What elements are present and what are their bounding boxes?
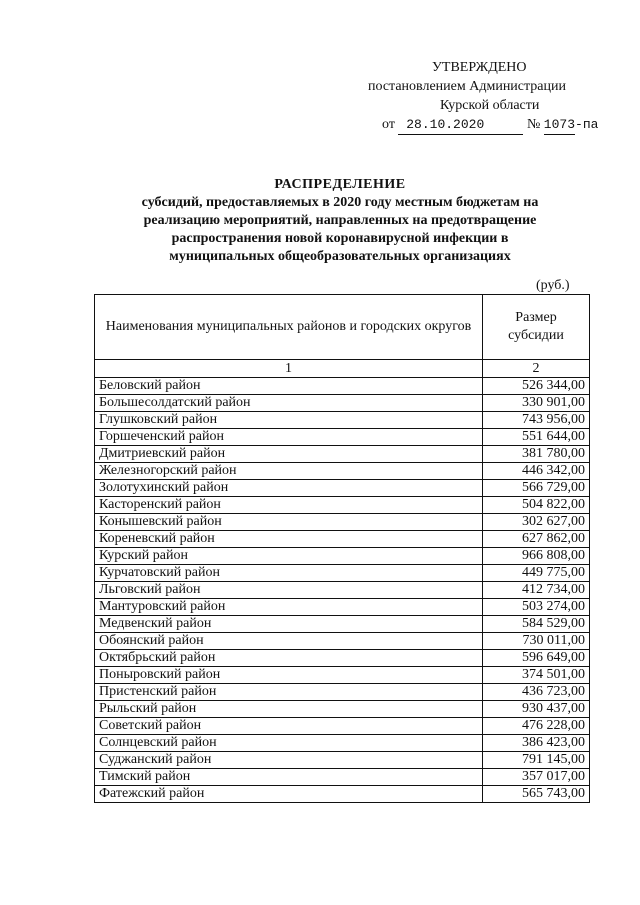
table-row <box>95 786 590 803</box>
subsidy-amount: 566 729,00 <box>483 480 590 497</box>
district-name: Мантуровский район <box>95 599 483 616</box>
subsidy-amount: 596 649,00 <box>483 650 590 667</box>
subsidy-amount: 330 901,00 <box>483 395 590 412</box>
subsidy-amount: 449 775,00 <box>483 565 590 582</box>
approval-stamp: УТВЕРЖДЕНО <box>432 60 527 75</box>
subsidy-amount: 526 344,00 <box>483 378 590 395</box>
document-title <box>90 176 590 266</box>
table-index-row <box>95 360 590 378</box>
table-row <box>95 616 590 633</box>
approval-number: 1073 <box>544 115 575 135</box>
col-header-name: Наименования муниципальных районов и городских округов <box>95 295 483 360</box>
district-name: Суджанский район <box>95 752 483 769</box>
district-name: Кореневский район <box>95 531 483 548</box>
number-prefix: № <box>526 117 541 132</box>
table-row <box>95 667 590 684</box>
subsidy-amount: 966 808,00 <box>483 548 590 565</box>
district-name: Дмитриевский район <box>95 446 483 463</box>
table-row <box>95 514 590 531</box>
district-name: Глушковский район <box>95 412 483 429</box>
table-header-row <box>95 295 590 360</box>
district-name: Советский район <box>95 718 483 735</box>
table-row <box>95 769 590 786</box>
district-name: Железногорский район <box>95 463 483 480</box>
table-row <box>95 633 590 650</box>
district-name: Горшеченский район <box>95 429 483 446</box>
table-row <box>95 497 590 514</box>
approval-date-number <box>360 115 610 135</box>
table-row <box>95 429 590 446</box>
approval-region: Курской области <box>440 98 540 113</box>
district-name: Поныровский район <box>95 667 483 684</box>
subsidy-table <box>94 294 590 803</box>
date-prefix: от <box>382 117 395 132</box>
district-name: Солнцевский район <box>95 735 483 752</box>
table-row <box>95 446 590 463</box>
district-name: Льговский район <box>95 582 483 599</box>
table-row <box>95 395 590 412</box>
subsidy-amount: 503 274,00 <box>483 599 590 616</box>
table-row <box>95 531 590 548</box>
subsidy-amount: 551 644,00 <box>483 429 590 446</box>
subsidy-amount: 446 342,00 <box>483 463 590 480</box>
title-line-1: субсидий, предоставляемых в 2020 году местным бюджетам на <box>141 195 539 210</box>
subsidy-amount: 412 734,00 <box>483 582 590 599</box>
subsidy-amount: 386 423,00 <box>483 735 590 752</box>
col-header-amount: Размер субсидии <box>483 295 590 360</box>
table-row <box>95 548 590 565</box>
table-row <box>95 718 590 735</box>
table-row <box>95 463 590 480</box>
subsidy-amount: 374 501,00 <box>483 667 590 684</box>
subsidy-amount: 743 956,00 <box>483 412 590 429</box>
approval-date-value: 28.10.2020 <box>406 117 485 132</box>
table-row <box>95 650 590 667</box>
subsidy-amount: 791 145,00 <box>483 752 590 769</box>
subsidy-amount: 381 780,00 <box>483 446 590 463</box>
district-name: Медвенский район <box>95 616 483 633</box>
table-row <box>95 701 590 718</box>
approval-date <box>398 115 523 135</box>
subsidy-amount: 476 228,00 <box>483 718 590 735</box>
subsidy-amount: 357 017,00 <box>483 769 590 786</box>
table-row <box>95 565 590 582</box>
table-row <box>95 480 590 497</box>
table-row <box>95 684 590 701</box>
subsidy-amount: 504 822,00 <box>483 497 590 514</box>
table-row <box>95 752 590 769</box>
district-name: Обоянский район <box>95 633 483 650</box>
title-line-4: муниципальных общеобразовательных организациях <box>169 249 511 264</box>
currency-unit: (руб.) <box>536 278 570 293</box>
table-row <box>95 582 590 599</box>
district-name: Большесолдатский район <box>95 395 483 412</box>
district-name: Касторенский район <box>95 497 483 514</box>
subsidy-amount: 730 011,00 <box>483 633 590 650</box>
table-row <box>95 735 590 752</box>
table-row <box>95 412 590 429</box>
district-name: Курчатовский район <box>95 565 483 582</box>
district-name: Тимский район <box>95 769 483 786</box>
district-name: Октябрьский район <box>95 650 483 667</box>
district-name: Золотухинский район <box>95 480 483 497</box>
district-name: Конышевский район <box>95 514 483 531</box>
district-name: Беловский район <box>95 378 483 395</box>
subsidy-amount: 302 627,00 <box>483 514 590 531</box>
district-name: Курский район <box>95 548 483 565</box>
col-index-2: 2 <box>483 360 590 378</box>
title-line-3: распространения новой коронавирусной инфекции в <box>171 231 509 246</box>
district-name: Фатежский район <box>95 786 483 803</box>
district-name: Рыльский район <box>95 701 483 718</box>
approval-number-suffix: -па <box>575 117 599 132</box>
subsidy-amount: 565 743,00 <box>483 786 590 803</box>
title-main: РАСПРЕДЕЛЕНИЕ <box>274 177 406 192</box>
table-row <box>95 599 590 616</box>
district-name: Пристенский район <box>95 684 483 701</box>
subsidy-amount: 930 437,00 <box>483 701 590 718</box>
title-line-2: реализацию мероприятий, направленных на предотвращение <box>143 213 537 228</box>
approval-authority: постановлением Администрации <box>368 79 566 94</box>
subsidy-amount: 627 862,00 <box>483 531 590 548</box>
col-index-1: 1 <box>95 360 483 378</box>
subsidy-amount: 436 723,00 <box>483 684 590 701</box>
subsidy-amount: 584 529,00 <box>483 616 590 633</box>
table-row <box>95 378 590 395</box>
approval-block <box>360 58 610 135</box>
